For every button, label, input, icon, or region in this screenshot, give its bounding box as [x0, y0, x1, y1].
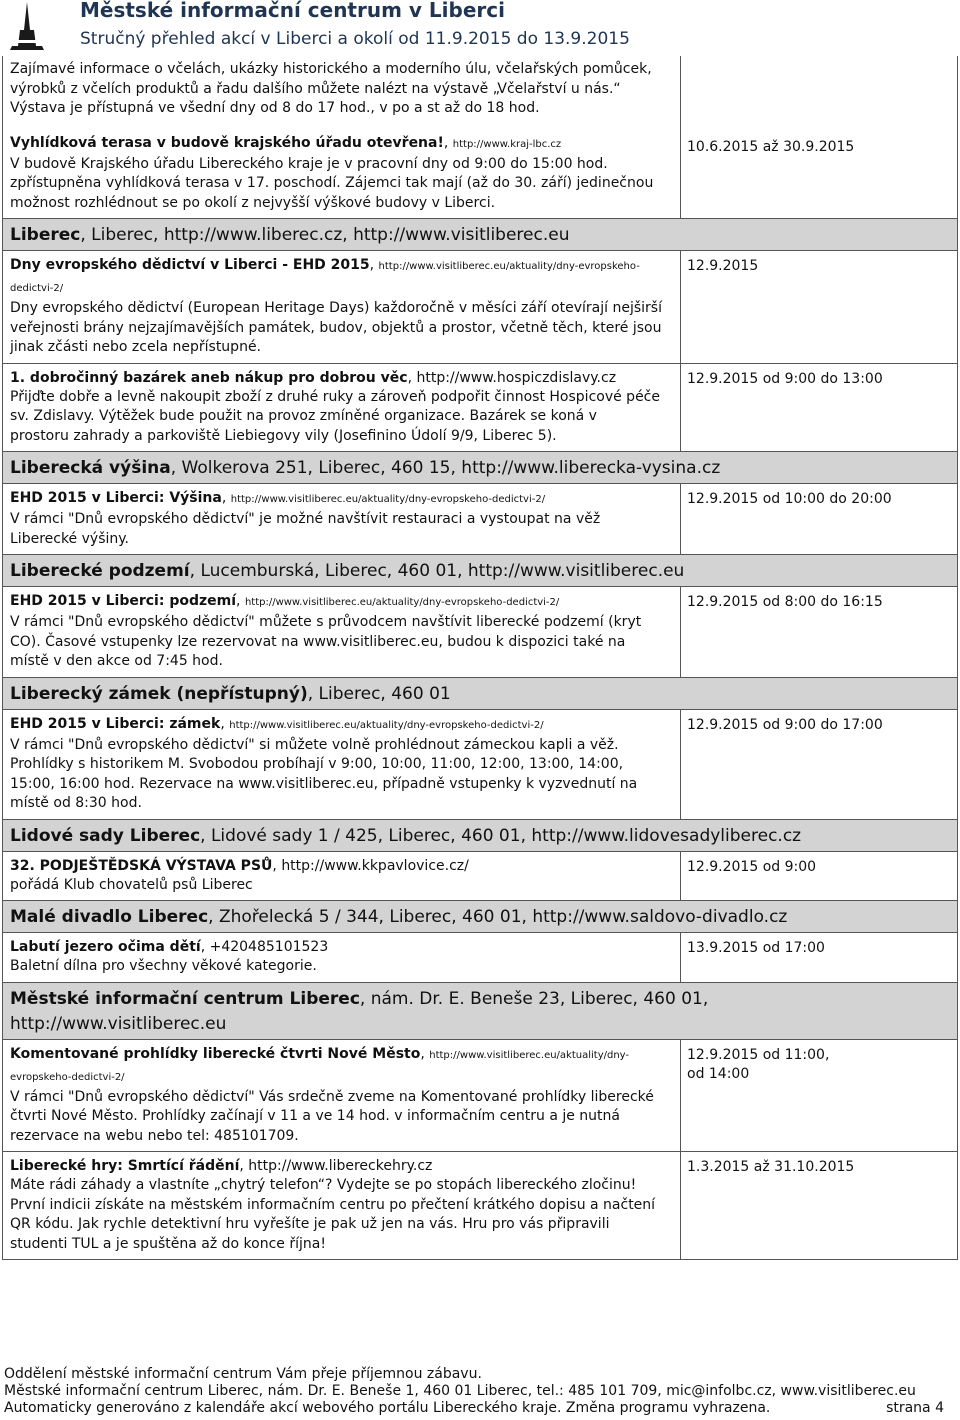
events-table	[2, 56, 958, 1260]
event-title-line: Labutí jezero očima dětí, +420485101523	[10, 939, 329, 955]
event-link[interactable]: http://www.visitliberec.eu/aktuality/dny-evropskeho-dedictvi-2/	[229, 719, 544, 731]
event-title: Liberecké hry: Smrtící řádění	[10, 1158, 240, 1174]
event-date-cell	[681, 1040, 957, 1152]
event-title: EHD 2015 v Liberci: Výšina	[10, 490, 222, 506]
event-cell	[3, 364, 681, 452]
event-title-line: EHD 2015 v Liberci: Výšina, http://www.visitliberec.eu/aktuality/dny-evropskeho-dedictvi-2/	[10, 490, 546, 506]
event-date: 12.9.2015 od 10:00 do 20:00	[687, 491, 892, 507]
event-date: 10.6.2015 až 30.9.2015	[687, 139, 855, 155]
venue-name: Liberecký zámek (nepřístupný)	[10, 683, 308, 704]
footer-greeting: Oddělení městské informační centrum Vám přeje příjemnou zábavu.	[4, 1366, 482, 1382]
event-title: Dny evropského dědictví v Liberci - EHD 2015	[10, 257, 370, 273]
event-date: 1.3.2015 až 31.10.2015	[687, 1159, 855, 1175]
venue-address: , Liberec, http://www.liberec.cz, http://www.visitliberec.eu	[80, 225, 570, 245]
event-description-line: výrobků z včelích produktů a řadu dalšího můžete nalézt na výstavě „Včelařství u nás.“	[10, 80, 621, 97]
event-date: 12.9.2015 od 9:00 do 13:00	[687, 370, 883, 387]
event-title: EHD 2015 v Liberci: zámek	[10, 715, 221, 732]
page-header	[0, 0, 960, 56]
venue-name: Liberecké podzemí	[10, 561, 190, 581]
event-description-line: rezervace na webu nebo tel: 485101709.	[10, 1127, 299, 1144]
venue-address: , Zhořelecká 5 / 344, Liberec, 460 01, http://www.saldovo-divadlo.cz	[208, 907, 788, 927]
event-link[interactable]: http://www.visitliberec.eu/aktuality/dny-evropskeho-dedictvi-2/	[244, 597, 560, 608]
event-description-line: 15:00, 16:00 hod. Rezervace na www.visitliberec.eu, případně vstupenky k vyzvednutí na	[10, 775, 638, 792]
venue-name: Liberec	[10, 225, 81, 245]
event-title-line: EHD 2015 v Liberci: zámek, http://www.visitliberec.eu/aktuality/dny-evropskeho-dedictvi-2/	[10, 715, 544, 732]
event-date: 12.9.2015 od 9:00	[687, 858, 817, 875]
event-cell	[3, 56, 681, 218]
venue-header	[3, 451, 957, 483]
event-title-line: EHD 2015 v Liberci: podzemí, http://www.visitliberec.eu/aktuality/dny-evropskeho-dedictvi-2/	[10, 593, 560, 609]
event-title: EHD 2015 v Liberci: podzemí	[10, 593, 237, 609]
event-link[interactable]: http://www.kraj-lbc.cz	[452, 138, 562, 150]
event-cell	[3, 484, 681, 554]
event-description-line: Prohlídky s historikem M. Svobodou probíhají v 9:00, 10:00, 11:00, 12:00, 13:00, 14:00,	[10, 756, 624, 772]
event-cell	[3, 710, 681, 819]
event-title-line: Liberecké hry: Smrtící řádění, http://www.libereckehry.cz	[10, 1158, 433, 1174]
event-description-line: prostoru zahrady a parkoviště Liebiegovy vily (Josefinino Údolí 9/9, Liberec 5).	[10, 427, 557, 444]
event-link[interactable]: http://www.libereckehry.cz	[248, 1158, 433, 1174]
event-cell	[3, 852, 681, 901]
venue-url[interactable]: http://www.visitliberec.eu	[10, 1013, 227, 1034]
table-row	[3, 56, 957, 218]
event-description-line: zpřístupněna vyhlídková terasa v 17. poschodí. Zájemci tak mají (až do 30. září) jedinečnou	[10, 175, 654, 191]
event-link[interactable]: +420485101523	[209, 939, 329, 955]
table-row	[3, 586, 957, 677]
event-link[interactable]: http://www.visitliberec.eu/aktuality/dny-evropskeho-dedictvi-2/	[230, 494, 546, 505]
event-date-cell	[681, 1152, 957, 1259]
venue-header	[3, 982, 957, 1039]
page-footer	[4, 1366, 954, 1417]
event-date-cell	[681, 852, 957, 901]
event-date-cell	[681, 56, 957, 218]
venue-address: , Wolkerova 251, Liberec, 460 15, http://www.liberecka-vysina.cz	[170, 458, 721, 478]
event-description-line: V rámci "Dnů evropského dědictví" si můžete volně prohlédnout zámeckou kapli a věž.	[10, 736, 619, 753]
table-row	[3, 483, 957, 554]
event-description-line: možnost rozhlédnout se po okolí z nejvyšší výškové budovy v Liberci.	[10, 194, 496, 211]
venue-name: Liberecká výšina	[10, 458, 171, 478]
event-date-cell	[681, 251, 957, 363]
event-title-line: Komentované prohlídky liberecké čtvrti Nové Město, http://www.visitliberec.eu/aktuality/dny-evropskeho-dedictvi-2/	[10, 1045, 630, 1083]
event-date-cell	[681, 484, 957, 554]
footer-note: Automaticky generováno z kalendáře akcí webového portálu Libereckého kraje. Změna programu vyhrazena.	[4, 1400, 771, 1416]
table-row	[3, 932, 957, 982]
table-row	[3, 1151, 957, 1259]
event-date-extra: od 14:00	[687, 1065, 750, 1082]
event-description-line: veřejnosti brány nejzajímavějších památek, budov, objektů a prostor, včetně těch, které jsou	[10, 319, 662, 336]
event-description-line: První indicii získáte na městském informačním centru po přečtení krátkého dopisu a načtení	[10, 1196, 656, 1213]
event-title-line: Dny evropského dědictví v Liberci - EHD 2015, http://www.visitliberec.eu/aktuality/dny-evropskeho-dedictvi-2/	[10, 257, 640, 294]
venue-name: Malé divadlo Liberec	[10, 907, 209, 927]
event-description-line: studenti TUL a je spuštěna až do konce října!	[10, 1235, 326, 1252]
venue-header	[3, 900, 957, 932]
event-description-line: QR kódu. Jak rychle detektivní hru vyřešíte je pak už jen na vás. Hru pro vás připravili	[10, 1216, 610, 1232]
venue-header	[3, 677, 957, 709]
event-description-line: čtvrti Nové Město. Prohlídky začínají v 11 a ve 14 hod. v informačním centru a je nutná	[10, 1108, 620, 1124]
table-row	[3, 1039, 957, 1152]
venue-name: Lidové sady Liberec	[10, 825, 201, 846]
event-cell	[3, 933, 681, 982]
event-title: Komentované prohlídky liberecké čtvrti Nové Město	[10, 1045, 421, 1062]
event-date: 12.9.2015 od 8:00 do 16:15	[687, 594, 883, 610]
event-description-line: CO). Časové vstupenky lze rezervovat na www.visitliberec.eu, budou k dispozici také na	[10, 633, 626, 650]
event-title: 1. dobročinný bazárek aneb nákup pro dobrou věc	[10, 369, 408, 386]
table-row	[3, 709, 957, 819]
event-description-line: sv. Zdislavy. Výtěžek bude použit na provoz zmíněné organizace. Bazárek se koná v	[10, 408, 597, 424]
event-date: 12.9.2015 od 9:00 do 17:00	[687, 716, 883, 733]
event-date: 13.9.2015 od 17:00	[687, 940, 825, 956]
event-link[interactable]: http://www.hospiczdislavy.cz	[416, 369, 617, 386]
event-date-cell	[681, 364, 957, 452]
venue-address: , Lucemburská, Liberec, 460 01, http://www.visitliberec.eu	[189, 561, 685, 581]
event-description-line: V rámci "Dnů evropského dědictví" je možné navštívit restauraci a vystoupat na věž	[10, 511, 601, 527]
event-description-line: Máte rádi záhady a vlastníte „chytrý telefon“? Vydejte se po stopách libereckého zločinu!	[10, 1177, 637, 1193]
event-description-line: Dny evropského dědictví (European Heritage Days) každoročně v měsíci září otevírají nejširší	[10, 300, 662, 316]
venue-address: , Liberec, 460 01	[307, 683, 451, 704]
event-cell	[3, 1152, 681, 1259]
event-title: Vyhlídková terasa v budově krajského úřadu otevřena!	[10, 134, 444, 151]
venue-address: , Lidové sady 1 / 425, Liberec, 460 01, http://www.lidovesadyliberec.cz	[200, 825, 802, 846]
event-cell	[3, 251, 681, 363]
event-title-line: 1. dobročinný bazárek aneb nákup pro dobrou věc, http://www.hospiczdislavy.cz	[10, 369, 617, 386]
event-title-line: 32. PODJEŠTĚDSKÁ VÝSTAVA PSŮ, http://www.kkpavlovice.cz/	[10, 857, 469, 874]
event-description-line: místě od 8:30 hod.	[10, 795, 142, 811]
venue-header	[3, 819, 957, 851]
table-row	[3, 363, 957, 452]
event-description-line: Liberecké výšiny.	[10, 530, 129, 547]
event-description-line: Výstava je přístupná ve všední dny od 8 do 17 hod., v po a st až do 18 hod.	[10, 100, 540, 116]
event-date-cell	[681, 933, 957, 982]
event-description-line: V rámci "Dnů evropského dědictví" můžete s průvodcem navštívit liberecké podzemí (kryt	[10, 614, 642, 630]
venue-address: , nám. Dr. E. Beneše 23, Liberec, 460 01,	[359, 988, 709, 1009]
table-row	[3, 250, 957, 363]
venue-header	[3, 554, 957, 586]
event-date-cell	[681, 710, 957, 819]
event-description-line: místě v den akce od 7:45 hod.	[10, 653, 223, 669]
event-date: 12.9.2015 od 11:00,	[687, 1046, 830, 1063]
event-description-line: jinak zčásti nebo zcela nepřístupné.	[10, 339, 262, 355]
event-date-cell	[681, 587, 957, 677]
event-description-line: pořádá Klub chovatelů psů Liberec	[10, 876, 253, 893]
event-description-line: V budově Krajského úřadu Libereckého kraje je v pracovní dny od 9:00 do 15:00 hod.	[10, 155, 608, 172]
table-row	[3, 851, 957, 901]
event-title: Labutí jezero očima dětí	[10, 939, 201, 955]
page-number: strana 4	[886, 1400, 944, 1416]
venue-name: Městské informační centrum Liberec	[10, 988, 360, 1009]
event-title-line: Vyhlídková terasa v budově krajského úřadu otevřena!, http://www.kraj-lbc.cz	[10, 134, 562, 151]
event-link[interactable]: http://www.visitliberec.eu/aktuality/dny-evropskeho-dedictvi-2/	[10, 261, 640, 294]
event-description-line: V rámci "Dnů evropského dědictví" Vás srdečně zveme na Komentované prohlídky liberecké	[10, 1088, 654, 1105]
event-description-line: Baletní dílna pro všechny věkové kategorie.	[10, 958, 317, 974]
venue-list	[3, 218, 957, 1259]
event-description-line: Zajímavé informace o včelách, ukázky historického a moderního úlu, včelařských pomůcek,	[10, 61, 652, 77]
event-title: 32. PODJEŠTĚDSKÁ VÝSTAVA PSŮ	[10, 857, 273, 874]
city-logo-icon	[6, 0, 48, 50]
event-link[interactable]: http://www.visitliberec.eu/aktuality/dny-evropskeho-dedictvi-2/	[10, 1049, 630, 1083]
event-cell	[3, 1040, 681, 1152]
event-cell	[3, 587, 681, 677]
page-subtitle: Stručný přehled akcí v Liberci a okolí od 11.9.2015 do 13.9.2015	[80, 29, 630, 49]
event-link[interactable]: http://www.kkpavlovice.cz/	[281, 857, 469, 874]
page-title: Městské informační centrum v Liberci	[80, 0, 505, 22]
event-description-line: Přijďte dobře a levně nakoupit zboží z druhé ruky a zároveň podpořit činnost Hospicové péče	[10, 388, 660, 405]
event-date: 12.9.2015	[687, 258, 759, 274]
venue-header	[3, 218, 957, 250]
footer-contact: Městské informační centrum Liberec, nám. Dr. E. Beneše 1, 460 01 Liberec, tel.: 485 101 709, mic@infolbc.cz, www.visitliberec.eu	[4, 1383, 916, 1399]
